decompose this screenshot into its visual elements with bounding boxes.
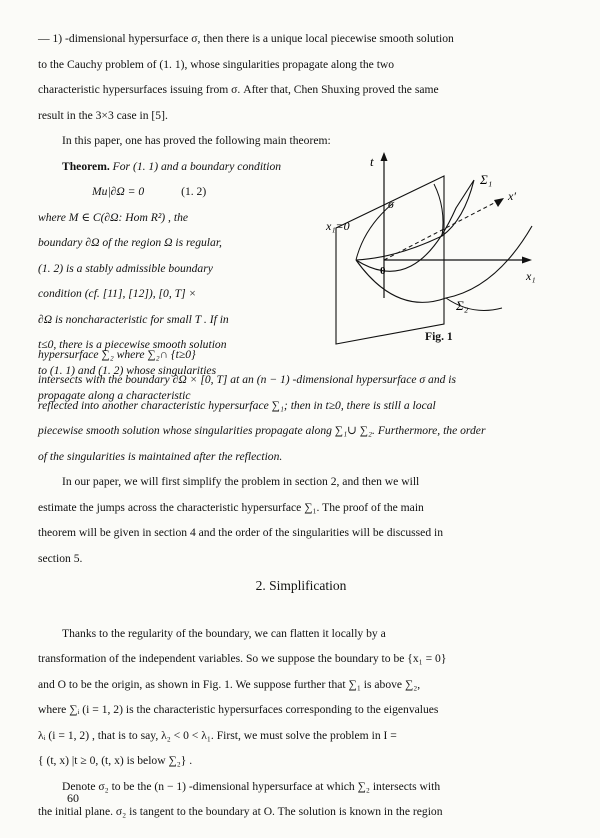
theorem-line-4: condition (cf. [11], [12]), [0, T] × — [38, 287, 197, 300]
boundary-condition-equation: Mu|∂Ω = 0 — [92, 185, 145, 198]
para2-line-1: In our paper, we will first simplify the problem in section 2, and then we will — [62, 475, 420, 488]
x1-axis-label: x₁ — [526, 268, 536, 283]
t-axis-arrow — [381, 152, 388, 161]
theorem-line-10: intersects with the boundary ∂Ω × [0, T] at an (n − 1) -dimensional hypersurface σ and is — [38, 373, 457, 386]
para3-line-6: { (t, x) |t ≥ 0, (t, x) is below ∑₂} . — [38, 754, 193, 767]
figure-1 — [296, 148, 558, 348]
theorem-line-13: of the singularities is maintained after the reflection. — [38, 449, 283, 463]
theorem-intro: For (1. 1) and a boundary condition — [112, 159, 282, 173]
theorem-line-2: boundary ∂Ω of the region Ω is regular, — [38, 236, 222, 249]
para2-line-3: theorem will be given in section 4 and the order of the singularities will be discussed in — [38, 526, 444, 539]
sigma2-label: Σ₂ — [456, 297, 469, 313]
x-prime-axis-label: x′ — [508, 188, 516, 203]
sigma-label: σ — [388, 196, 394, 211]
para3-line-5: λᵢ (i = 1, 2) , that is to say, λ₂ < 0 < λ₁. First, we must solve the problem in I = — [38, 728, 397, 742]
origin-label: 0 — [380, 264, 386, 277]
theorem-left-column — [38, 154, 300, 409]
theorem-line-5: ∂Ω is noncharacteristic for small T . If in — [38, 312, 229, 326]
para3-line-1: Thanks to the regularity of the boundary, we can flatten it locally by a — [62, 626, 386, 640]
theorem-line-8: propagate along a characteristic — [38, 389, 191, 402]
para3-line-3: and O to be the origin, as shown in Fig. 1. We suppose further that ∑₁ is above ∑₂, — [38, 677, 421, 691]
theorem-line-11: reflected into another characteristic hypersurface ∑₁; then in t≥0, there is still a local — [38, 398, 436, 412]
sigma2-edge — [446, 298, 502, 310]
para4-line-2: the initial plane. σ₂ is tangent to the boundary at O. The solution is known in the region — [38, 805, 443, 818]
theorem-line-12: piecewise smooth solution whose singularities propagate along ∑₁∪ ∑₂. Furthermore, the order — [38, 424, 486, 437]
sigma1-label: Σ₁ — [480, 171, 493, 187]
intro-line-5: In this paper, one has proved the following main theorem: — [62, 134, 331, 147]
para3-line-4: where ∑ᵢ (i = 1, 2) is the characteristic hypersurfaces corresponding to the eigenvalues — [38, 703, 439, 716]
figure-diagram — [296, 148, 558, 348]
para2-line-4: section 5. — [38, 551, 83, 565]
figure-caption: Fig. 1 — [425, 329, 453, 343]
sigma1-edge — [434, 184, 443, 236]
x-prime-axis-arrow — [494, 198, 504, 207]
sigma-curve — [356, 204, 392, 260]
intro-line-3: characteristic hypersurfaces issuing from σ. After that, Chen Shuxing proved the same — [38, 83, 439, 96]
x1-axis-arrow — [522, 256, 532, 263]
para4-line-1: Denote σ₂ to be the (n − 1) -dimensional hypersurface at which ∑₂ intersects with — [62, 779, 441, 793]
theorem-line-7: to (1. 1) and (1. 2) whose singularities — [38, 363, 217, 377]
section-title: 2. Simplification — [255, 578, 347, 593]
x-prime-axis — [384, 202, 496, 260]
boundary-plane-label: x₁=0 — [326, 218, 350, 233]
t-axis-label: t — [370, 153, 374, 169]
page-body — [38, 26, 564, 825]
theorem-heading: Theorem. — [62, 159, 110, 173]
intro-line-4: result in the 3×3 case in [5]. — [38, 108, 168, 122]
intro-line-1: — 1) -dimensional hypersurface σ, then there is a unique local piecewise smooth solution — [38, 32, 454, 45]
theorem-line-1: where M ∈ C(∂Ω: Hom R²) , the — [38, 210, 189, 224]
para3-line-2: transformation of the independent variables. So we suppose the boundary to be {x₁ = 0} — [38, 652, 447, 665]
theorem-line-3: (1. 2) is a stably admissible boundary — [38, 261, 213, 275]
para2-line-2: estimate the jumps across the characteristic hypersurface ∑₁. The proof of the main — [38, 500, 424, 514]
sigma1-surface — [356, 180, 474, 271]
equation-number: (1. 2) — [181, 185, 207, 198]
theorem-line-6: t≤0, there is a piecewise smooth solution — [38, 338, 227, 351]
page-number: 60 — [67, 791, 79, 805]
intro-line-2: to the Cauchy problem of (1. 1), whose singularities propagate along the two — [38, 57, 395, 71]
theorem-line-9: hypersurface ∑₂ where ∑₂∩ {t≥0} — [38, 347, 196, 361]
